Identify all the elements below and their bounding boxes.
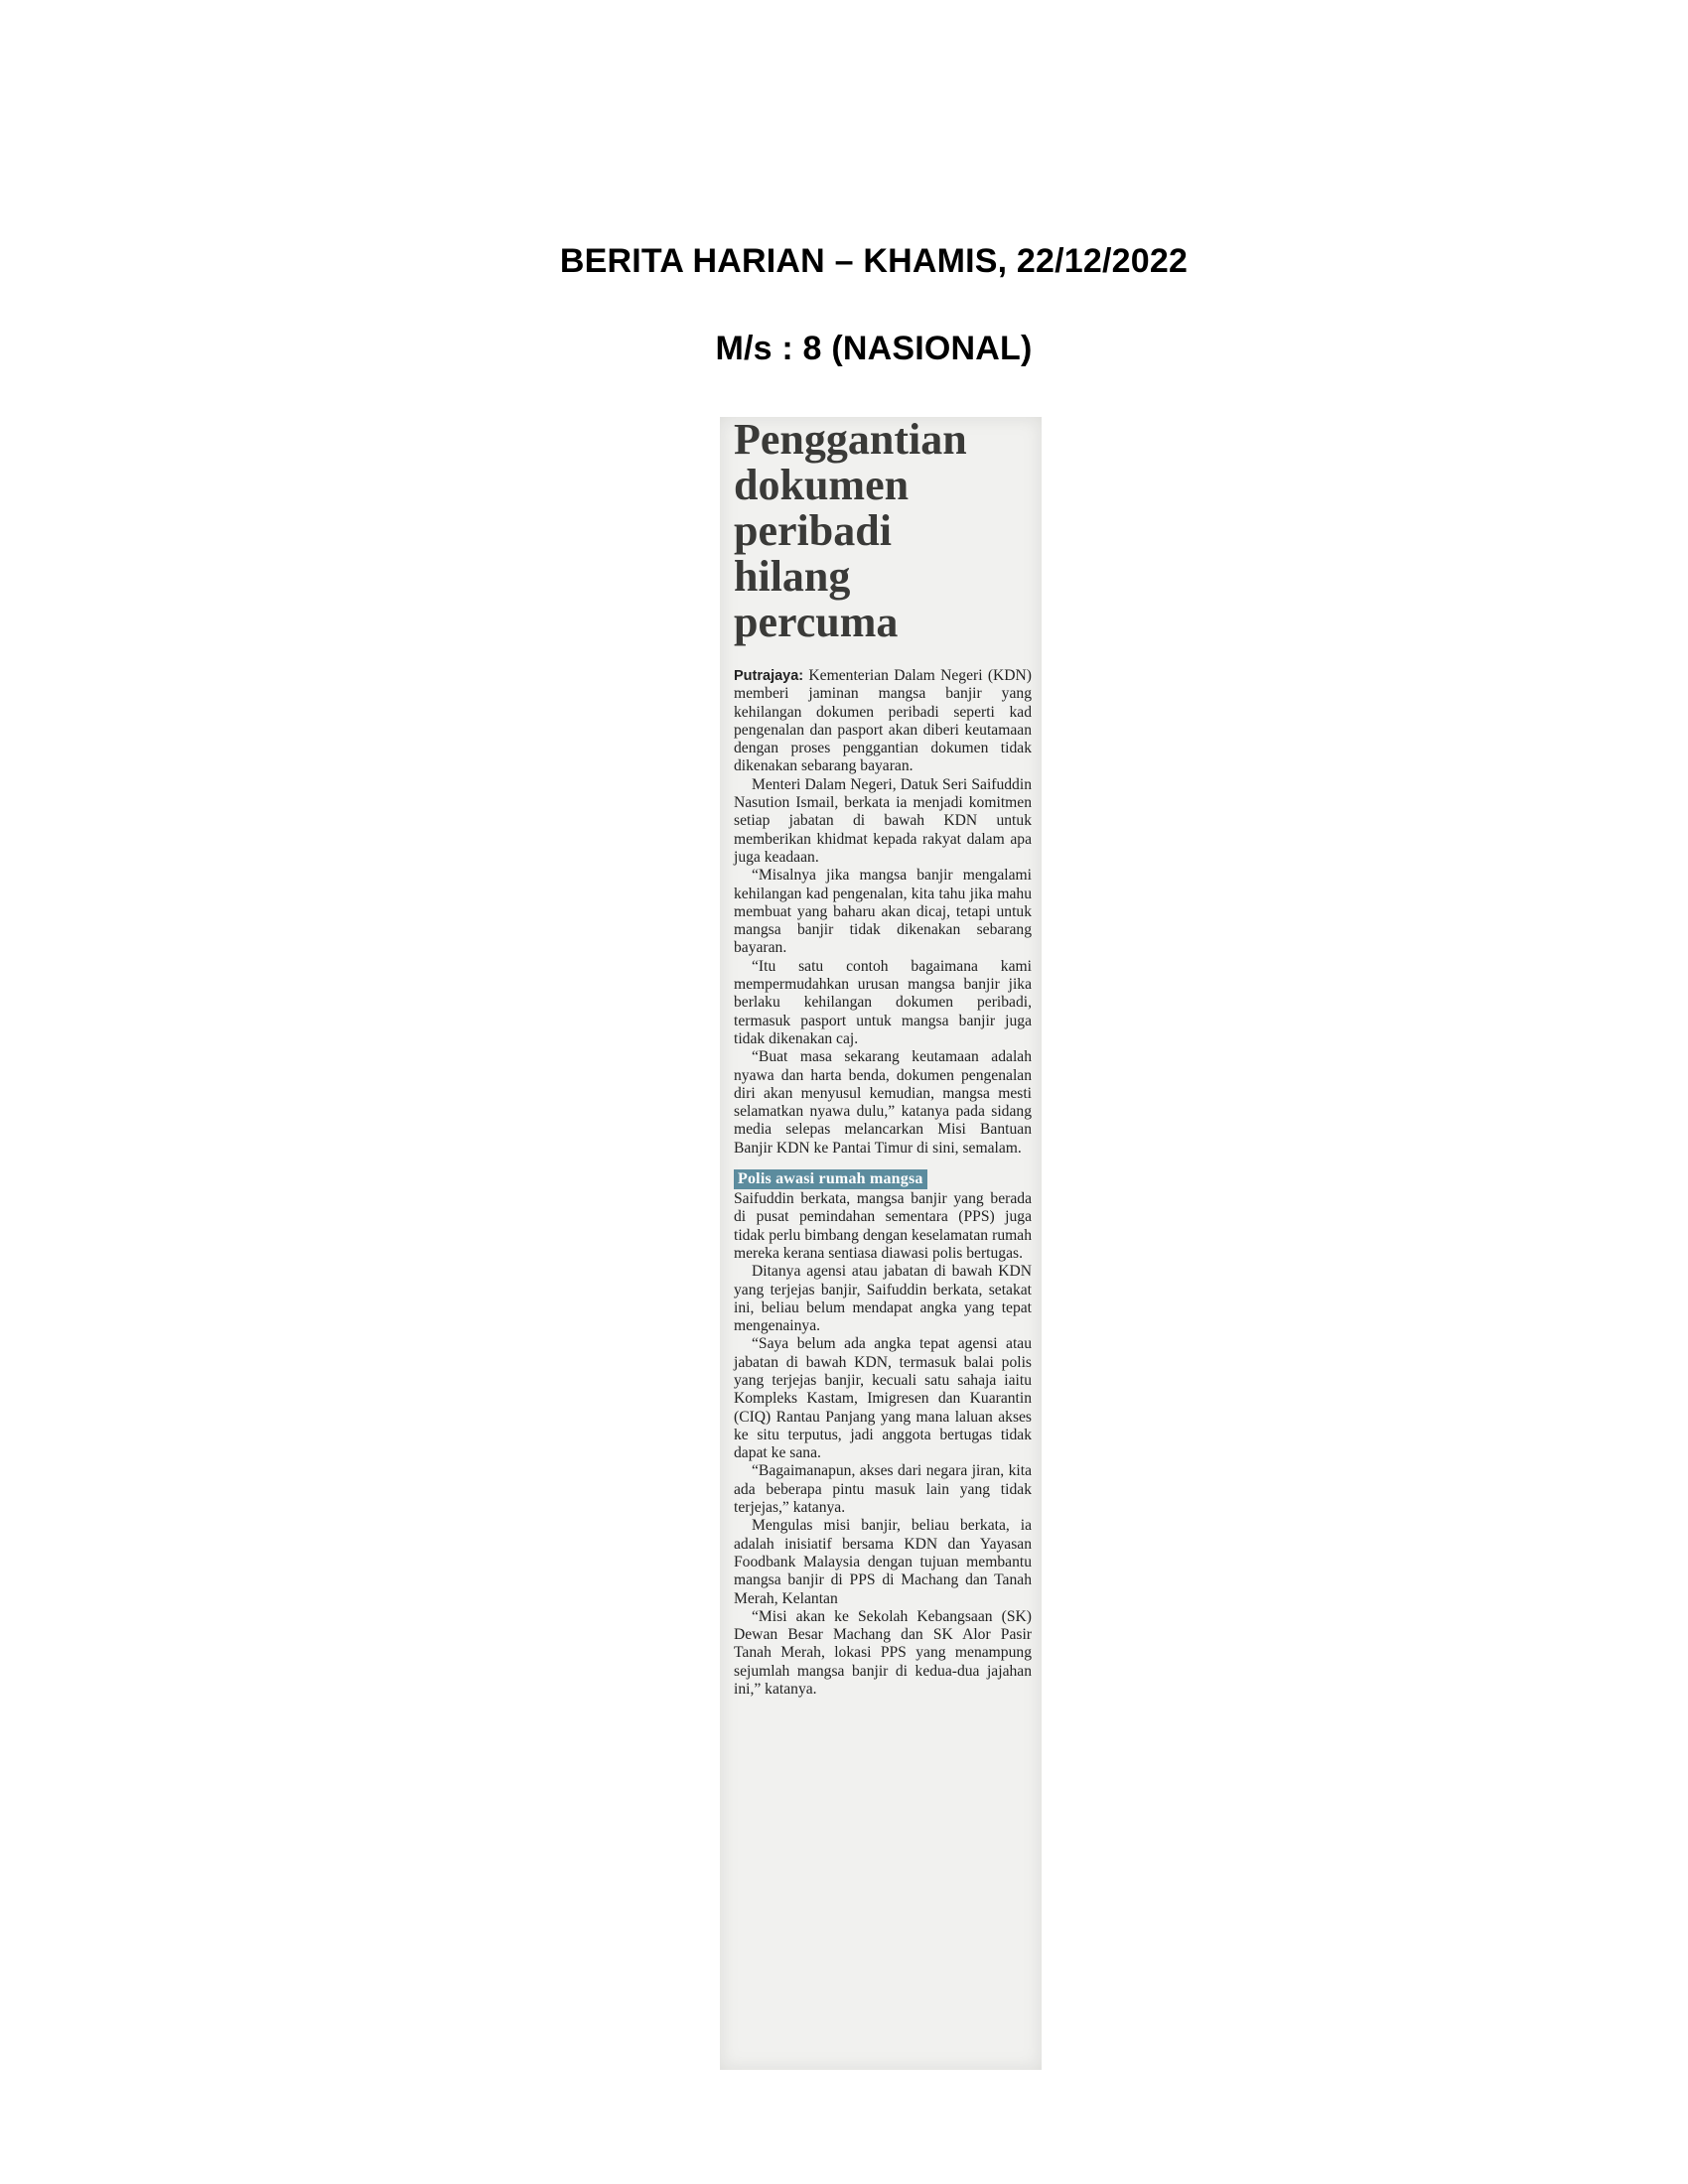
article-body-section-2 — [734, 1190, 1032, 1699]
headline-line: Penggantian — [734, 417, 967, 464]
article-paragraph: “Itu satu contoh bagaimana kami mempermudahkan urusan mangsa banjir jika berlaku kehilangan dokumen peribadi, termasuk pasport untuk mangsa banjir juga tidak dikenakan caj. — [734, 957, 1032, 1047]
headline-line: dokumen — [734, 461, 910, 509]
article-paragraph: Ditanya agensi atau jabatan di bawah KDN yang terjejas banjir, Saifuddin berkata, setakat ini, beliau belum mendapat angka yang tepat mengenainya. — [734, 1263, 1032, 1335]
article-paragraph: “Buat masa sekarang keutamaan adalah nyawa dan harta benda, dokumen pengenalan diri akan menyusul kemudian, mangsa mesti selamatkan nyawa dulu,” katanya pada sidang media selepas melancarkan Misi Bantuan Banjir KDN ke Pantai Timur di sini, semalam. — [734, 1048, 1032, 1157]
article-headline — [734, 417, 1032, 645]
article — [734, 417, 1032, 1699]
article-paragraph: “Saya belum ada angka tepat agensi atau jabatan di bawah KDN, termasuk balai polis yang terjejas banjir, kecuali satu sahaja iaitu Kompleks Kastam, Imigresen dan Kuarantin (CIQ) Rantau Panjang yang mana laluan akses ke situ terputus, jadi anggota bertugas tidak dapat ke sana. — [734, 1335, 1032, 1462]
article-paragraph: “Bagaimanapun, akses dari negara jiran, kita ada beberapa pintu masuk lain yang tidak terjejas,” katanya. — [734, 1462, 1032, 1517]
clipping-source-title: BERITA HARIAN – KHAMIS, 22/12/2022 — [559, 242, 1189, 280]
headline-line: percuma — [734, 598, 899, 646]
article-dateline: Putrajaya: — [734, 668, 804, 684]
article-subheading: Polis awasi rumah mangsa — [734, 1169, 927, 1189]
article-paragraph: Menteri Dalam Negeri, Datuk Seri Saifuddin Nasution Ismail, berkata ia menjadi komitmen setiap jabatan di bawah KDN untuk memberikan khidmat kepada rakyat dalam apa juga keadaan. — [734, 775, 1032, 866]
article-paragraph: “Misi akan ke Sekolah Kebangsaan (SK) Dewan Besar Machang dan SK Alor Pasir Tanah Merah, lokasi PPS yang menampung sejumlah mangsa banjir di kedua-dua jajahan ini,” katanya. — [734, 1607, 1032, 1699]
article-body — [734, 667, 1032, 1158]
article-paragraph: Mengulas misi banjir, beliau berkata, ia adalah inisiatif bersama KDN dan Yayasan Foodbank Malaysia dengan tujuan membantu mangsa banjir di PPS di Machang dan Tanah Merah, Kelantan — [734, 1517, 1032, 1607]
article-paragraph: “Misalnya jika mangsa banjir mengalami kehilangan kad pengenalan, kita tahu jika mahu membuat yang baharu akan dicaj, tetapi untuk mangsa banjir tidak dikenakan sebarang bayaran. — [734, 867, 1032, 957]
scan-edge-marks — [1034, 437, 1042, 655]
paragraph-text: Kementerian Dalam Negeri (KDN) memberi jaminan mangsa banjir yang kehilangan dokumen peribadi seperti kad pengenalan dan pasport akan diberi keutamaan dengan proses penggantian dokumen tidak dikenakan sebarang bayaran. — [734, 667, 1032, 775]
article-paragraph: Saifuddin berkata, mangsa banjir yang berada di pusat pemindahan sementara (PPS) juga tidak perlu bimbang dengan keselamatan rumah mereka kerana sentiasa diawasi polis bertugas. — [734, 1190, 1032, 1262]
article-paragraph — [734, 667, 1032, 776]
headline-line: hilang — [734, 552, 851, 601]
clipping-page-info: M/s : 8 (NASIONAL) — [715, 330, 1033, 367]
newspaper-clipping — [720, 417, 1042, 2070]
headline-line: peribadi — [734, 506, 892, 555]
